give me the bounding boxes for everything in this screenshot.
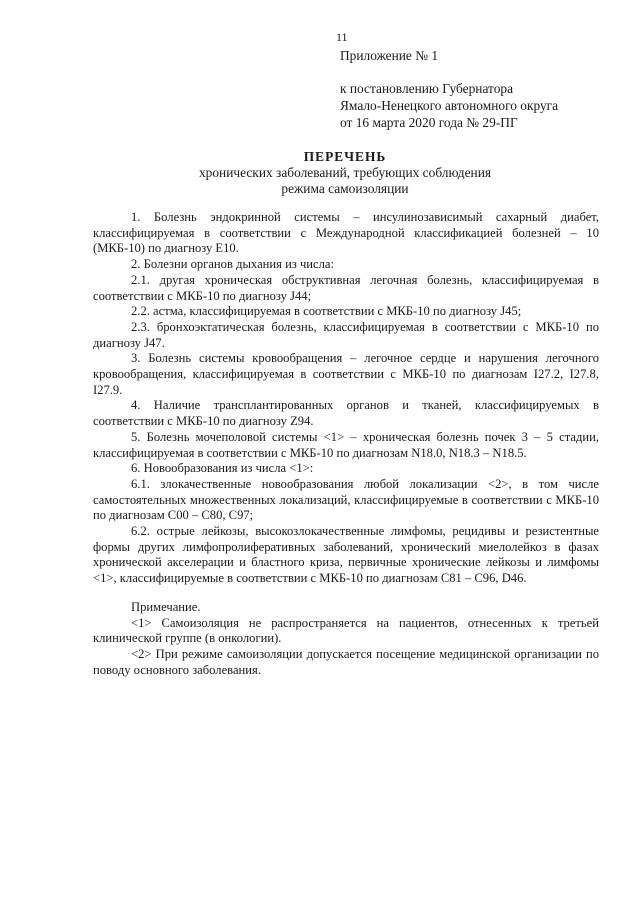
document-subtitle bbox=[60, 165, 630, 197]
notes-section bbox=[93, 600, 599, 679]
list-item: 6.2. острые лейкозы, высокозлокачественные лимфомы, рецидивы и резистентные формы других лимфопролиферативных заболеваний, хронический миелолейкоз в фазах хронической акселерации и бластного криза, первичные хронические лейкозы и лимфомы <1>, классифицируемые в соответствии с МКБ-10 по диагнозам C81 – C96, D46. bbox=[93, 524, 599, 586]
appendix-line-3: от 16 марта 2020 года № 29-ПГ bbox=[340, 115, 518, 130]
page-number: 11 bbox=[336, 30, 348, 44]
list-item: 3. Болезнь системы кровообращения – легочное сердце и нарушения легочного кровообращения, классифицируемая в соответствии с МКБ-10 по диагнозам I27.2, I27.8, I27.9. bbox=[93, 351, 599, 397]
list-item: 5. Болезнь мочеполовой системы <1> – хроническая болезнь почек 3 – 5 стадии, классифицируемая в соответствии с МКБ-10 по диагнозам N18.0, N18.3 – N18.5. bbox=[93, 429, 599, 460]
list-item: 4. Наличие трансплантированных органов и тканей, классифицируемых в соответствии с МКБ-10 по диагнозу Z94. bbox=[93, 398, 599, 429]
note-2: <2> При режиме самоизоляции допускается посещение медицинской организации по поводу основного заболевания. bbox=[93, 647, 599, 677]
appendix-line-2: Ямало-Ненецкого автономного округа bbox=[340, 98, 559, 113]
list-item: 6. Новообразования из числа <1>: bbox=[131, 461, 314, 476]
subtitle-line-2: режима самоизоляции bbox=[281, 181, 409, 196]
appendix-block bbox=[340, 47, 620, 131]
list-item: 6.1. злокачественные новообразования любой локализации <2>, в том числе самостоятельных множественных локализаций, классифицируемые в соответствии с МКБ-10 по диагнозам C00 – C80, C97; bbox=[93, 476, 599, 523]
subtitle-line-1: хронических заболеваний, требующих соблюдения bbox=[198, 165, 492, 180]
note-1: <1> Самоизоляция не распространяется на пациентов, отнесенных к третьей клинической группе (в онкологии). bbox=[93, 615, 599, 646]
list-item: 1. Болезнь эндокринной системы – инсулинозависимый сахарный диабет, классифицируемая в соответствии с Международной классификацией болезней – 10 (МКБ-10) по диагнозу E10. bbox=[93, 210, 599, 256]
list-item: 2.1. другая хроническая обструктивная легочная болезнь, классифицируемая в соответствии с МКБ-10 по диагнозу J44; bbox=[93, 272, 599, 303]
document-title: ПЕРЕЧЕНЬ bbox=[303, 149, 387, 164]
disease-list bbox=[93, 210, 599, 587]
appendix-line-1: к постановлению Губернатора bbox=[340, 81, 514, 96]
list-item: 2. Болезни органов дыхания из числа: bbox=[131, 257, 334, 272]
notes-title: Примечание. bbox=[131, 600, 201, 614]
list-item: 2.2. астма, классифицируемая в соответствии с МКБ-10 по диагнозу J45; bbox=[131, 304, 522, 319]
appendix-title: Приложение № 1 bbox=[340, 48, 439, 63]
list-item: 2.3. бронхоэктатическая болезнь, классифицируемая в соответствии с МКБ-10 по диагнозу J47. bbox=[93, 319, 599, 350]
